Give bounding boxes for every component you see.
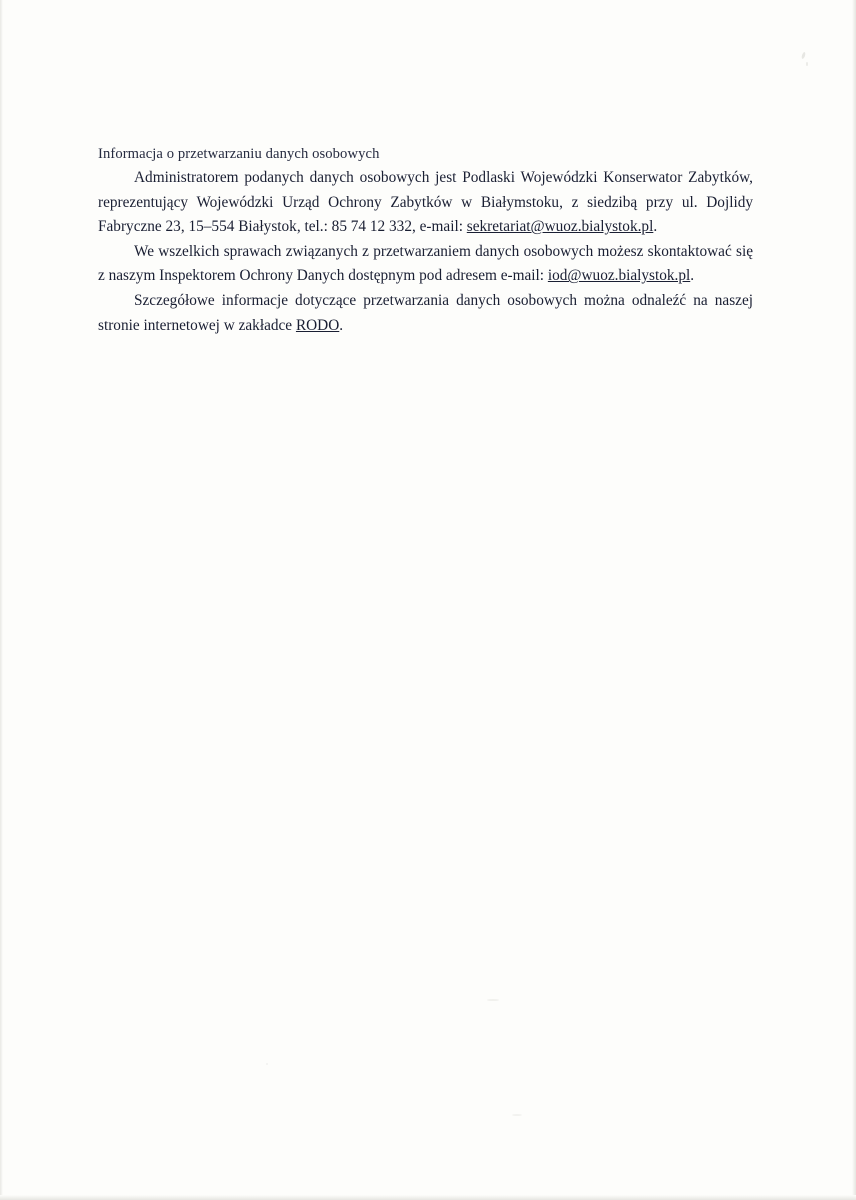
email-link-iod[interactable]: iod@wuoz.bialystok.pl [547, 267, 691, 285]
paragraph-administrator [98, 166, 753, 240]
paragraph-iod-text-after-link: . [690, 267, 695, 285]
document-body [98, 143, 753, 338]
scan-edge-left [0, 0, 3, 1200]
scan-speck [266, 1063, 268, 1065]
scan-speck [806, 62, 808, 66]
document-heading: Informacja o przetwarzaniu danych osobowych [98, 146, 380, 162]
paragraph-data-protection-officer [98, 240, 753, 289]
scan-edge-right [852, 0, 856, 1200]
paragraph-administrator-text-after-link: . [653, 218, 658, 236]
paragraph-administrator-text-before-link: Administratorem podanych danych osobowych jest Podlaski Wojewódzki Konserwator Zabytków, reprezentujący Wojewódzki Urząd Ochrony Zabytków w Białymstoku, z siedzibą przy ul. Dojlidy Fabryczne 23, 15–554 Białystok, tel.: 85 74 12 332, e-mail: [98, 169, 753, 236]
rodo-tab-link[interactable]: RODO [295, 316, 340, 334]
scan-edge-bottom [0, 1195, 856, 1200]
scan-speck [487, 999, 499, 1001]
scan-speck [512, 1114, 522, 1116]
scan-speck [801, 52, 806, 60]
paragraph-iod-text-before-link: We wszelkich sprawach związanych z przetwarzaniem danych osobowych możesz skontaktować się z naszym Inspektorem Ochrony Danych dostępnym pod adresem e-mail: [98, 242, 753, 285]
email-link-sekretariat[interactable]: sekretariat@wuoz.bialystok.pl [466, 218, 654, 236]
paragraph-details-text-after-link: . [339, 316, 344, 334]
paragraph-details-text-before-link: Szczegółowe informacje dotyczące przetwarzania danych osobowych można odnaleźć na naszej stronie internetowej w zakładce [98, 291, 753, 334]
paragraph-details [98, 289, 753, 338]
